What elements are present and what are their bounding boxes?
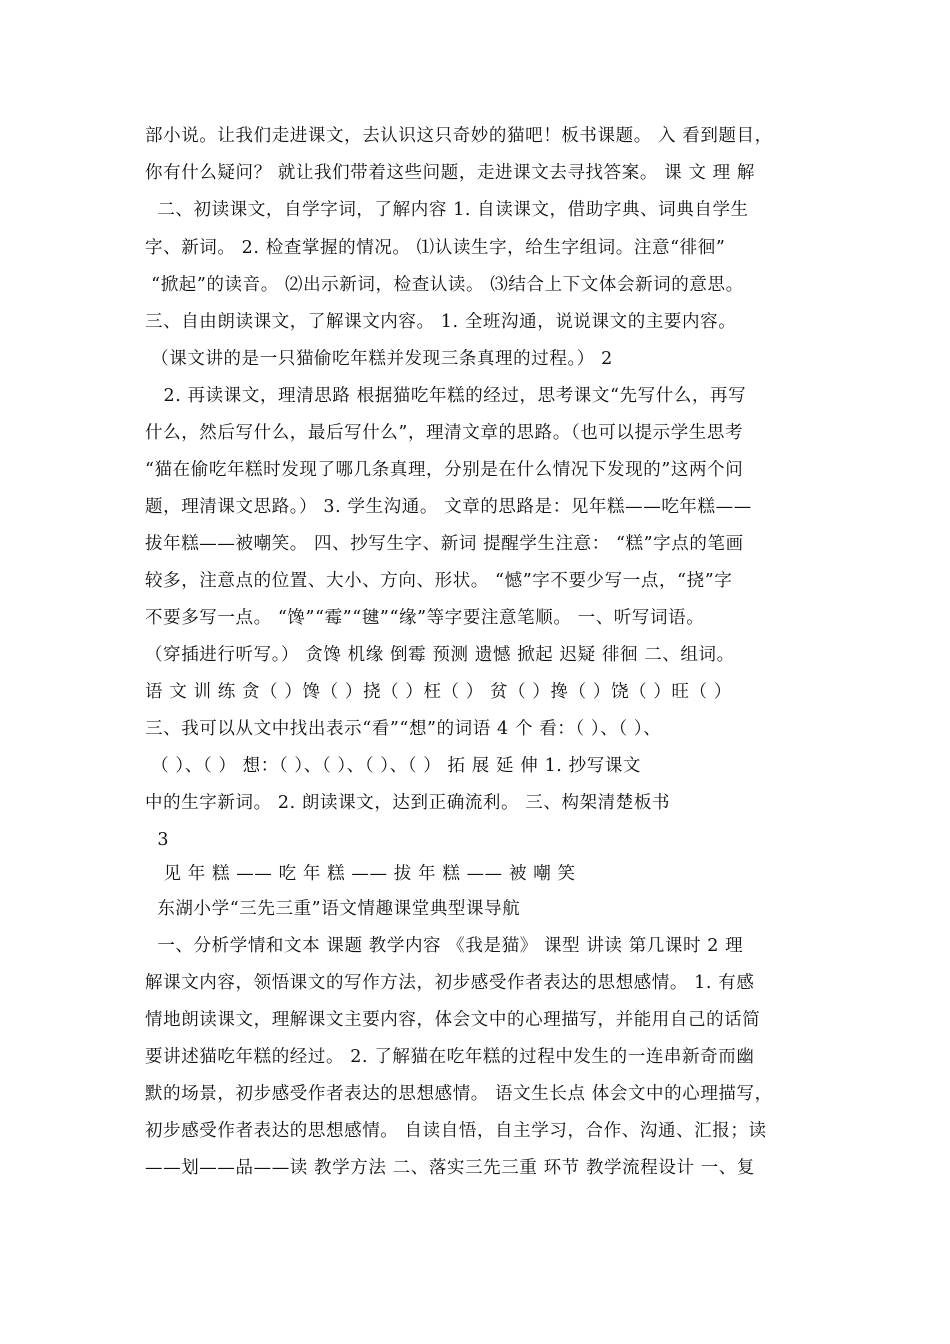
text-line-10: “猫在偷吃年糕时发现了哪几条真理，分别是在什么情况下发现的”这两个问 <box>145 460 744 480</box>
text-line-17: 三、我可以从文中找出表示“看”“想”的词语 4 个 看：（ ）、（ ）、 <box>145 719 662 739</box>
text-line-18: （ ）、（ ） 想：（ ）、（ ）、（ ）、（ ） 拓 展 延 伸 1. 抄写课文 <box>145 756 642 776</box>
text-line-11: 题，理清课文思路。） 3. 学生沟通。 文章的思路是：见年糕——吃年糕—— <box>145 497 752 517</box>
text-line-24: 解课文内容，领悟课文的写作方法，初步感受作者表达的思想感情。 1. 有感 <box>145 973 755 993</box>
text-line-3: 二、初读课文，自学字词，了解内容 1. 自读课文，借助字典、词典自学生 <box>145 200 749 220</box>
text-line-8: 2. 再读课文，理清思路 根据猫吃年糕的经过，思考课文“先写什么，再写 <box>145 386 747 406</box>
board-outline: 见 年 糕 —— 吃 年 糕 —— 拔 年 糕 —— 被 嘲 笑 <box>145 864 576 884</box>
page-number: 3 <box>145 830 170 850</box>
text-line-13: 较多，注意点的位置、大小、方向、形状。 “憾”字不要少写一点，“挠”字 <box>145 571 733 591</box>
text-line-14: 不要多写一点。 “馋”“霉”“毽”“缘”等字要注意笔顺。 一、听写词语。 <box>145 608 705 628</box>
text-line-6: 三、自由朗读课文，了解课文内容。 1. 全班沟通，说说课文的主要内容。 <box>145 312 737 332</box>
text-line-1: 部小说。让我们走进课文，去认识这只奇妙的猫吧！板书课题。 入 看到题目， <box>145 126 773 146</box>
text-line-28: 初步感受作者表达的思想感情。 自读自悟，自主学习，合作、沟通、汇报；读 <box>145 1121 767 1141</box>
text-line-19: 中的生字新词。 2. 朗读课文，达到正确流利。 三、构架清楚板书 <box>145 793 671 813</box>
text-line-15: （穿插进行听写。） 贪馋 机缘 倒霉 预测 遗憾 掀起 迟疑 徘徊 二、组词。 <box>145 645 735 665</box>
text-line-25: 情地朗读课文，理解课文主要内容，体会文中的心理描写，并能用自己的话简 <box>145 1010 761 1030</box>
text-line-7: （课文讲的是一只猫偷吃年糕并发现三条真理的过程。） 2 <box>145 349 613 369</box>
text-line-23: 一、分析学情和文本 课题 教学内容 《我是猫》 课型 讲读 第几课时 2 理 <box>145 936 744 956</box>
text-line-29: ——划——品——读 教学方法 二、落实三先三重 环节 教学流程设计 一、复 <box>145 1158 756 1178</box>
text-line-26: 要讲述猫吃年糕的经过。 2. 了解猫在吃年糕的过程中发生的一连串新奇而幽 <box>145 1047 755 1067</box>
text-line-2: 你有什么疑问？ 就让我们带着这些问题，走进课文去寻找答案。 课 文 理 解 <box>145 163 756 183</box>
text-line-9: 什么，然后写什么，最后写什么”，理清文章的思路。（也可以提示学生思考 <box>145 423 744 443</box>
school-heading: 东湖小学“三先三重”语文情趣课堂典型课导航 <box>145 899 521 919</box>
text-line-16: 语 文 训 练 贪（ ）馋（ ）挠（ ）枉（ ） 贫（ ）搀（ ）饶（ ）旺（ ） <box>145 682 732 702</box>
text-line-12: 拔年糕——被嘲笑。 四、抄写生字、新词 提醒学生注意： “糕”字点的笔画 <box>145 534 744 554</box>
text-line-4: 字、新词。 2. 检查掌握的情况。 ⑴认读生字，给生字组词。注意“徘徊” <box>145 238 726 258</box>
text-line-27: 默的场景，初步感受作者表达的思想感情。 语文生长点 体会文中的心理描写， <box>145 1084 773 1104</box>
text-line-5: “掀起”的读音。 ⑵出示新词，检查认读。 ⑶结合上下文体会新词的意思。 <box>145 275 744 295</box>
